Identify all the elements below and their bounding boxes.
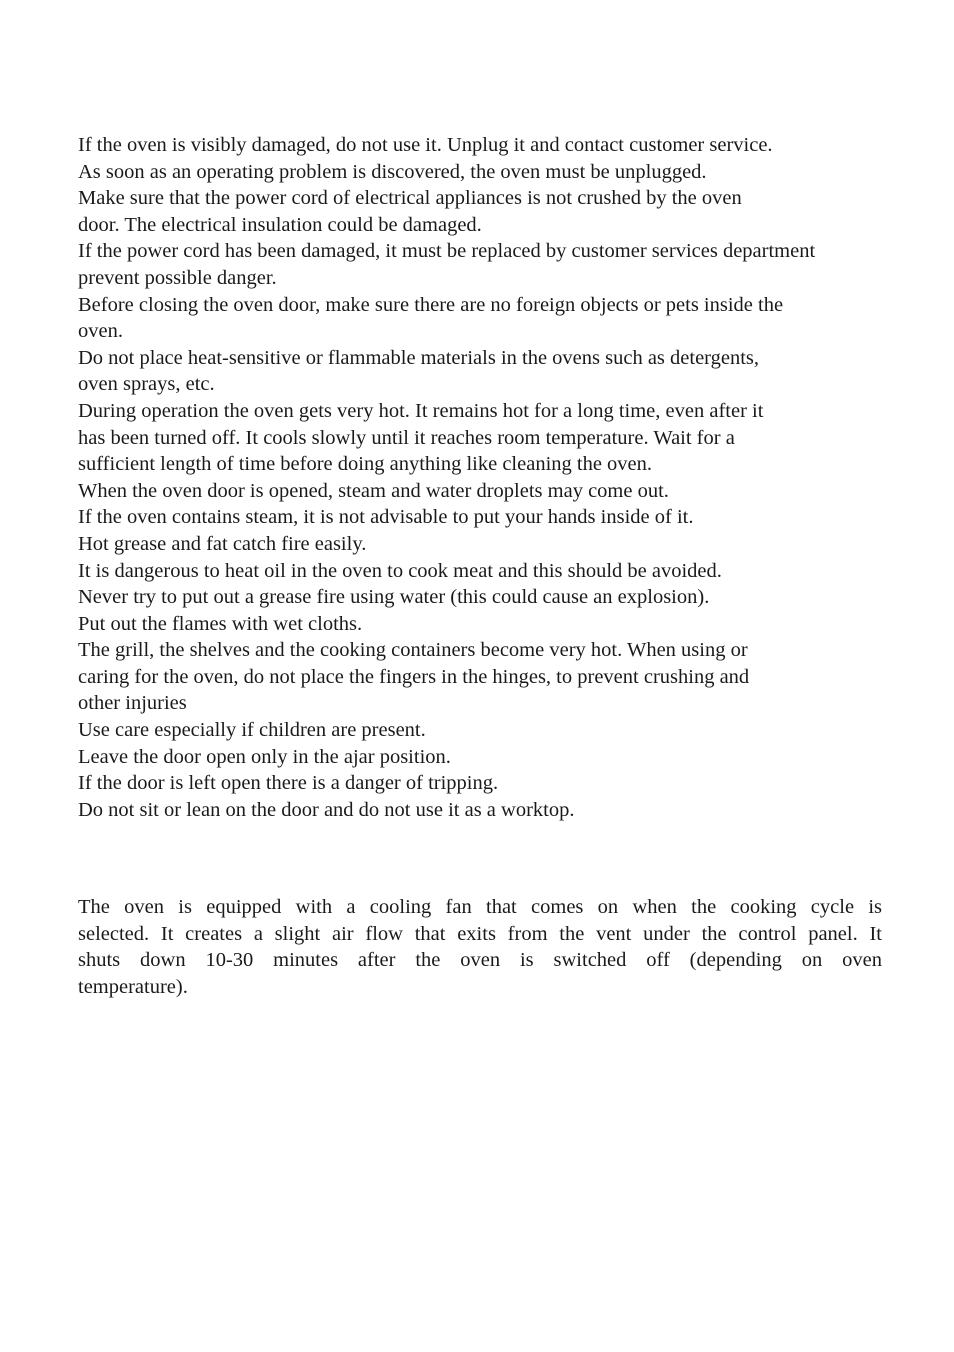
safety-line: door. The electrical insulation could be damaged. [78,213,482,236]
safety-line: It is dangerous to heat oil in the oven to cook meat and this should be avoided. [78,559,722,582]
safety-line: sufficient length of time before doing anything like cleaning the oven. [78,453,653,476]
safety-line: Make sure that the power cord of electrical appliances is not crushed by the oven [78,187,742,210]
paragraph-line: shuts down 10-30 minutes after the oven is switched off (depending on oven [78,949,882,972]
paragraph-line: The oven is equipped with a cooling fan that comes on when the cooking cycle is [78,896,882,918]
safety-line: has been turned off. It cools slowly until it reaches room temperature. Wait for a [78,426,735,449]
safety-line: caring for the oven, do not place the fingers in the hinges, to prevent crushing and [78,665,750,688]
safety-line: Never try to put out a grease fire using water (this could cause an explosion). [78,586,710,609]
paragraph-line: selected. It creates a slight air flow that exits from the vent under the control panel. It [78,922,882,945]
safety-line: prevent possible danger. [78,266,277,289]
safety-warnings [78,132,918,823]
safety-line: Before closing the oven door, make sure there are no foreign objects or pets inside the [78,293,784,316]
safety-line: As soon as an operating problem is discovered, the oven must be unplugged. [78,160,707,183]
safety-line: If the door is left open there is a danger of tripping. [78,772,499,795]
safety-line: oven. [78,320,123,343]
safety-line: Put out the flames with wet cloths. [78,612,363,635]
safety-line: Do not place heat-sensitive or flammable materials in the ovens such as detergents, [78,346,760,369]
safety-line: When the oven door is opened, steam and water droplets may come out. [78,479,669,502]
cooling-fan-paragraph [78,894,882,1000]
safety-line: other injuries [78,692,187,715]
safety-line: oven sprays, etc. [78,373,215,396]
safety-line: Use care especially if children are present. [78,719,426,742]
safety-line: During operation the oven gets very hot. It remains hot for a long time, even after it [78,399,764,422]
safety-line: Hot grease and fat catch fire easily. [78,532,367,555]
safety-line: If the oven is visibly damaged, do not use it. Unplug it and contact customer service. [78,134,773,156]
safety-line: Leave the door open only in the ajar position. [78,745,451,768]
paragraph-line: temperature). [78,975,188,998]
safety-line: If the oven contains steam, it is not advisable to put your hands inside of it. [78,506,694,529]
safety-line: Do not sit or lean on the door and do not use it as a worktop. [78,798,575,821]
safety-line: If the power cord has been damaged, it must be replaced by customer services department [78,240,816,263]
safety-line: The grill, the shelves and the cooking containers become very hot. When using or [78,639,748,662]
